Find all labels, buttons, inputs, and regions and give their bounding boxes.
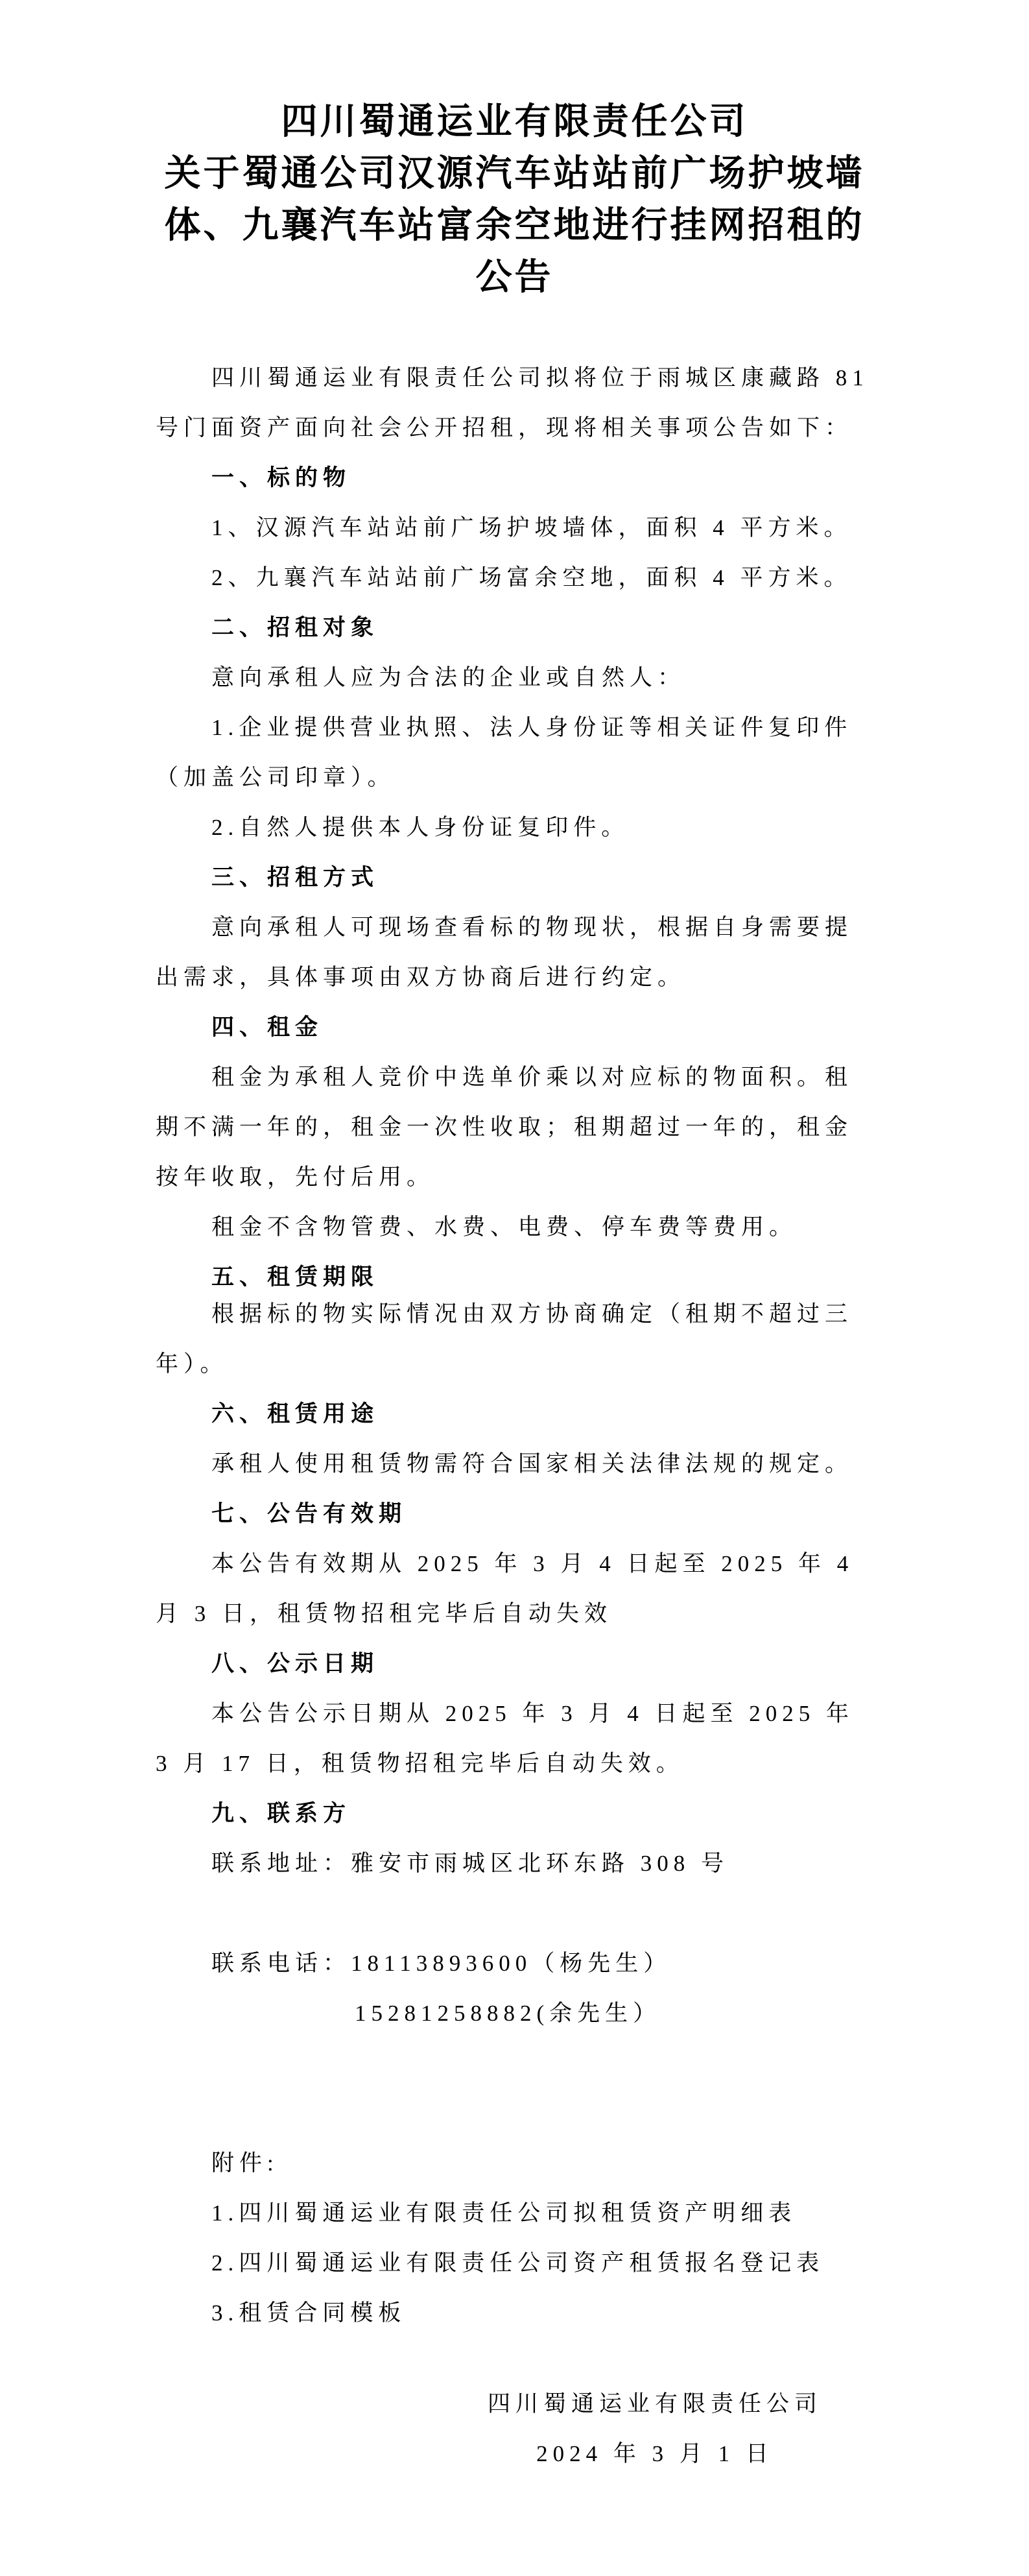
- section-7-paragraph-1: 本公告有效期从 2025 年 3 月 4 日起至 2025 年 4 月 3 日，租赁物招租完毕后自动失效: [156, 1551, 854, 1626]
- section-3-heading: 三、招租方式: [211, 865, 379, 890]
- title-line-4: 公告: [475, 258, 554, 298]
- section-4-paragraph-1: 租金为承租人竞价中选单价乘以对应标的物面积。租期不满一年的，租金一次性收取；租期超过一年的，租金按年收取，先付后用。: [156, 1065, 853, 1190]
- section-2-heading: 二、招租对象: [211, 615, 379, 640]
- section-1-paragraph-2: 2、九襄汽车站站前广场富余空地，面积 4 平方米。: [211, 565, 852, 590]
- signature-date: 2024 年 3 月 1 日: [536, 2441, 774, 2466]
- attachment-item-1: 1.四川蜀通运业有限责任公司拟租赁资产明细表: [211, 2200, 797, 2226]
- attachment-item-2: 2.四川蜀通运业有限责任公司资产租赁报名登记表: [211, 2250, 825, 2276]
- section-2-paragraph-2: 1.企业提供营业执照、法人身份证等相关证件复印件（加盖公司印章）。: [156, 715, 853, 790]
- section-8-heading: 八、公示日期: [211, 1651, 379, 1676]
- attachment-item-3: 3.租赁合同模板: [211, 2300, 407, 2326]
- contact-address: 联系地址：雅安市雨城区北环东路 308 号: [211, 1851, 729, 1876]
- signature-block: [488, 2379, 822, 2479]
- section-1-paragraph-1: 1、汉源汽车站站前广场护坡墙体，面积 4 平方米。: [211, 515, 852, 540]
- section-7-heading: 七、公告有效期: [211, 1501, 407, 1526]
- section-2-paragraph-1: 意向承租人应为合法的企业或自然人：: [211, 665, 686, 690]
- section-4-paragraph-2: 租金不含物管费、水费、电费、停车费等费用。: [211, 1214, 798, 1240]
- section-1-heading: 一、标的物: [211, 465, 351, 490]
- signature-company: 四川蜀通运业有限责任公司: [487, 2391, 822, 2416]
- section-3-paragraph-1: 意向承租人可现场查看标的物现状，根据自身需要提出需求，具体事项由双方协商后进行约定。: [156, 915, 853, 990]
- section-6-heading: 六、租赁用途: [211, 1401, 379, 1426]
- attachments-label: 附件:: [211, 2150, 279, 2176]
- section-5-paragraph-1: 根据标的物实际情况由双方协商确定（租期不超过三年）。: [156, 1301, 853, 1377]
- document-title: [156, 96, 873, 304]
- title-line-1: 四川蜀通运业有限责任公司: [281, 102, 748, 142]
- section-5-heading: 五、租赁期限: [211, 1264, 379, 1290]
- section-9-heading: 九、联系方: [211, 1801, 351, 1826]
- title-line-3: 体、九襄汽车站富余空地进行挂网招租的: [164, 206, 865, 246]
- section-4-heading: 四、租金: [211, 1015, 324, 1040]
- title-line-2: 关于蜀通公司汉源汽车站站前广场护坡墙: [164, 154, 865, 194]
- intro-paragraph: 四川蜀通运业有限责任公司拟将位于雨城区康藏路 81 号门面资产面向社会公开招租，现将相关事项公告如下：: [156, 365, 869, 440]
- section-6-paragraph-1: 承租人使用租赁物需符合国家相关法律法规的规定。: [211, 1451, 853, 1476]
- section-8-paragraph-1: 本公告公示日期从 2025 年 3 月 4 日起至 2025 年 3 月 17 日，租赁物招租完毕后自动失效。: [156, 1701, 855, 1776]
- contact-phone-line-2: 15281258882(余先生）: [355, 2001, 661, 2026]
- section-2-paragraph-3: 2.自然人提供本人身份证复印件。: [211, 815, 630, 840]
- contact-phone-line-1: 联系电话：18113893600（杨先生）: [211, 1951, 672, 1976]
